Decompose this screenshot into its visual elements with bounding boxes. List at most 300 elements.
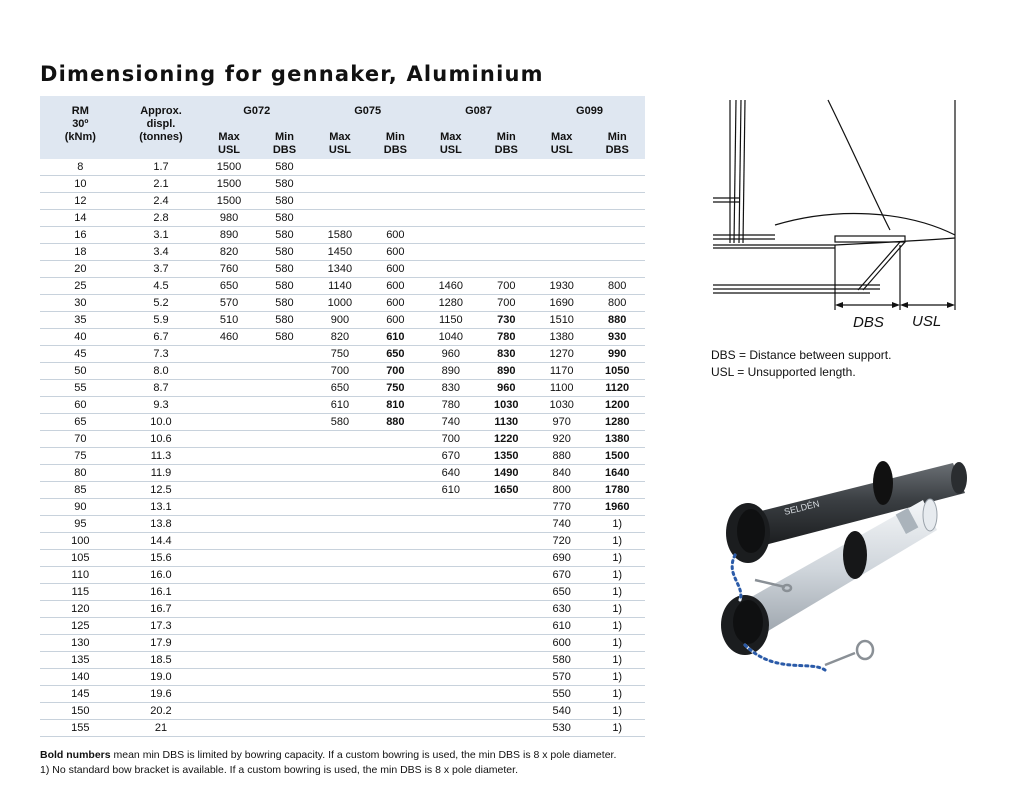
table-cell: 830 <box>423 380 478 397</box>
table-cell <box>257 499 312 516</box>
table-cell: 890 <box>201 227 256 244</box>
table-cell: 990 <box>589 346 645 363</box>
table-cell: 1) <box>589 533 645 550</box>
table-cell <box>423 652 478 669</box>
dimension-table <box>40 96 645 737</box>
table-cell: 1040 <box>423 329 478 346</box>
table-cell: 800 <box>534 482 589 499</box>
table-cell: 14.4 <box>121 533 202 550</box>
table-row <box>40 516 645 533</box>
table-cell <box>368 635 423 652</box>
table-cell <box>257 414 312 431</box>
table-cell: 580 <box>534 652 589 669</box>
table-cell <box>589 261 645 278</box>
table-cell: 1640 <box>589 465 645 482</box>
table-cell <box>368 686 423 703</box>
table-cell: 600 <box>368 227 423 244</box>
table-cell <box>257 448 312 465</box>
table-cell: 600 <box>368 278 423 295</box>
table-cell: 1140 <box>312 278 367 295</box>
table-cell <box>312 482 367 499</box>
table-cell <box>201 431 256 448</box>
table-cell: 85 <box>40 482 121 499</box>
table-cell: 820 <box>312 329 367 346</box>
table-cell: 1) <box>589 652 645 669</box>
table-cell: 8.0 <box>121 363 202 380</box>
table-cell: 1350 <box>479 448 534 465</box>
table-cell: 640 <box>423 465 478 482</box>
table-cell <box>257 380 312 397</box>
table-cell <box>257 703 312 720</box>
table-cell: 12 <box>40 193 121 210</box>
table-cell <box>257 397 312 414</box>
table-cell: 580 <box>257 193 312 210</box>
table-cell: 1170 <box>534 363 589 380</box>
table-cell: 70 <box>40 431 121 448</box>
table-cell: 1500 <box>201 176 256 193</box>
table-cell <box>257 363 312 380</box>
table-row <box>40 584 645 601</box>
table-cell: 10 <box>40 176 121 193</box>
table-cell: 25 <box>40 278 121 295</box>
table-row <box>40 482 645 499</box>
table-cell <box>312 550 367 567</box>
footnote-1: 1) No standard bow bracket is available. If a custom bowring is used, the min DBS is 8 x pole diameter. <box>40 764 518 776</box>
table-cell: 1450 <box>312 244 367 261</box>
table-cell <box>257 482 312 499</box>
table-cell <box>257 601 312 618</box>
table-cell <box>589 176 645 193</box>
table-cell: 40 <box>40 329 121 346</box>
subheader-min-dbs: Min DBS <box>479 131 534 159</box>
table-cell: 60 <box>40 397 121 414</box>
table-cell <box>423 550 478 567</box>
table-cell: 1) <box>589 686 645 703</box>
table-cell: 1) <box>589 601 645 618</box>
table-cell <box>423 244 478 261</box>
page-title: Dimensioning for gennaker, Aluminium <box>40 62 544 86</box>
table-cell: 1280 <box>423 295 478 312</box>
table-cell: 830 <box>479 346 534 363</box>
table-cell <box>201 499 256 516</box>
table-cell: 800 <box>589 278 645 295</box>
table-cell: 16.0 <box>121 567 202 584</box>
table-cell <box>257 516 312 533</box>
table-cell <box>312 601 367 618</box>
table-cell: 700 <box>479 278 534 295</box>
table-cell <box>423 618 478 635</box>
table-cell <box>312 618 367 635</box>
table-cell <box>368 533 423 550</box>
table-cell <box>312 193 367 210</box>
table-cell <box>589 159 645 176</box>
table-cell <box>201 618 256 635</box>
table-row <box>40 720 645 737</box>
table-cell: 50 <box>40 363 121 380</box>
table-cell: 1) <box>589 720 645 737</box>
table-cell <box>423 499 478 516</box>
table-cell: 600 <box>368 312 423 329</box>
table-cell <box>201 465 256 482</box>
table-cell <box>312 635 367 652</box>
header-group-g087: G087 <box>423 96 534 131</box>
table-cell: 13.1 <box>121 499 202 516</box>
table-row <box>40 278 645 295</box>
table-cell <box>257 652 312 669</box>
table-cell: 810 <box>368 397 423 414</box>
table-cell <box>368 210 423 227</box>
table-cell: 45 <box>40 346 121 363</box>
table-cell: 700 <box>479 295 534 312</box>
table-cell: 11.9 <box>121 465 202 482</box>
table-cell: 580 <box>257 312 312 329</box>
table-cell: 21 <box>121 720 202 737</box>
table-cell: 35 <box>40 312 121 329</box>
table-cell: 930 <box>589 329 645 346</box>
table-cell: 1270 <box>534 346 589 363</box>
table-cell: 780 <box>479 329 534 346</box>
table-cell: 1340 <box>312 261 367 278</box>
header-displacement: Approx. displ. (tonnes) <box>121 96 202 159</box>
table-cell: 890 <box>479 363 534 380</box>
table-cell: 570 <box>534 669 589 686</box>
table-cell <box>257 465 312 482</box>
table-cell <box>423 210 478 227</box>
table-cell: 460 <box>201 329 256 346</box>
table-cell: 1100 <box>534 380 589 397</box>
table-cell <box>201 584 256 601</box>
table-cell: 890 <box>423 363 478 380</box>
table-cell: 55 <box>40 380 121 397</box>
table-cell <box>479 499 534 516</box>
table-cell: 1460 <box>423 278 478 295</box>
table-row <box>40 329 645 346</box>
table-cell <box>479 244 534 261</box>
table-row <box>40 601 645 618</box>
table-cell: 125 <box>40 618 121 635</box>
table-row <box>40 703 645 720</box>
table-cell: 730 <box>479 312 534 329</box>
table-cell: 600 <box>534 635 589 652</box>
table-cell: 5.9 <box>121 312 202 329</box>
table-cell <box>312 176 367 193</box>
table-row <box>40 652 645 669</box>
table-cell <box>479 533 534 550</box>
table-cell <box>423 533 478 550</box>
table-cell: 65 <box>40 414 121 431</box>
table-cell <box>368 652 423 669</box>
table-cell: 140 <box>40 669 121 686</box>
table-cell: 110 <box>40 567 121 584</box>
table-cell <box>479 652 534 669</box>
table-cell: 1) <box>589 618 645 635</box>
brand-logo: SELDÉN <box>783 498 821 517</box>
table-cell <box>201 346 256 363</box>
header-group-g099: G099 <box>534 96 645 131</box>
table-cell: 11.3 <box>121 448 202 465</box>
table-cell: 1) <box>589 550 645 567</box>
table-cell <box>423 703 478 720</box>
pole-photo <box>715 455 970 705</box>
table-cell: 5.2 <box>121 295 202 312</box>
table-cell: 580 <box>257 227 312 244</box>
table-cell: 14 <box>40 210 121 227</box>
table-cell <box>534 261 589 278</box>
table-cell: 750 <box>368 380 423 397</box>
diagram-legend <box>711 347 891 381</box>
table-cell <box>534 227 589 244</box>
table-cell <box>201 550 256 567</box>
table-cell <box>201 720 256 737</box>
table-cell: 1380 <box>589 431 645 448</box>
table-cell: 100 <box>40 533 121 550</box>
table-cell <box>368 703 423 720</box>
table-cell <box>257 567 312 584</box>
table-cell: 690 <box>534 550 589 567</box>
table-cell <box>368 669 423 686</box>
table-cell: 6.7 <box>121 329 202 346</box>
table-cell: 960 <box>479 380 534 397</box>
table-cell: 1) <box>589 703 645 720</box>
table-cell <box>257 550 312 567</box>
table-cell: 800 <box>589 295 645 312</box>
table-cell: 1500 <box>201 159 256 176</box>
table-cell: 630 <box>534 601 589 618</box>
table-cell: 650 <box>534 584 589 601</box>
table-cell <box>312 431 367 448</box>
table-cell: 600 <box>368 295 423 312</box>
table-cell: 1580 <box>312 227 367 244</box>
table-row <box>40 448 645 465</box>
table-row <box>40 550 645 567</box>
subheader-min-dbs: Min DBS <box>589 131 645 159</box>
table-cell <box>201 703 256 720</box>
table-cell: 75 <box>40 448 121 465</box>
table-cell: 580 <box>257 210 312 227</box>
table-row <box>40 686 645 703</box>
subheader-max-usl: Max USL <box>423 131 478 159</box>
table-row <box>40 159 645 176</box>
table-cell: 960 <box>423 346 478 363</box>
table-cell <box>368 431 423 448</box>
table-cell <box>423 601 478 618</box>
table-cell <box>479 227 534 244</box>
table-cell: 980 <box>201 210 256 227</box>
table-row <box>40 363 645 380</box>
table-cell <box>479 601 534 618</box>
table-row <box>40 499 645 516</box>
table-cell <box>201 414 256 431</box>
table-cell: 580 <box>257 261 312 278</box>
table-row <box>40 397 645 414</box>
table-cell <box>257 635 312 652</box>
table-row <box>40 227 645 244</box>
table-cell <box>479 720 534 737</box>
table-row <box>40 193 645 210</box>
table-cell <box>312 703 367 720</box>
table-cell <box>312 720 367 737</box>
table-cell <box>479 210 534 227</box>
table-cell: 530 <box>534 720 589 737</box>
footnotes <box>40 748 616 778</box>
table-cell: 120 <box>40 601 121 618</box>
table-cell: 580 <box>257 278 312 295</box>
table-cell <box>423 567 478 584</box>
table-cell: 1050 <box>589 363 645 380</box>
table-cell <box>312 567 367 584</box>
header-group-g072: G072 <box>201 96 312 131</box>
table-cell: 1) <box>589 516 645 533</box>
table-cell: 880 <box>368 414 423 431</box>
table-cell <box>368 720 423 737</box>
table-cell <box>201 363 256 380</box>
table-cell <box>368 584 423 601</box>
table-cell <box>201 567 256 584</box>
table-cell <box>312 584 367 601</box>
table-cell <box>257 618 312 635</box>
table-cell: 3.7 <box>121 261 202 278</box>
table-cell: 1780 <box>589 482 645 499</box>
table-cell <box>201 652 256 669</box>
table-cell <box>257 431 312 448</box>
table-cell: 16.1 <box>121 584 202 601</box>
table-cell: 10.0 <box>121 414 202 431</box>
table-cell <box>201 448 256 465</box>
table-cell: 20 <box>40 261 121 278</box>
table-cell <box>201 516 256 533</box>
table-cell: 9.3 <box>121 397 202 414</box>
table-cell: 900 <box>312 312 367 329</box>
table-cell <box>312 652 367 669</box>
table-cell: 770 <box>534 499 589 516</box>
table-cell: 1130 <box>479 414 534 431</box>
table-cell <box>368 482 423 499</box>
table-cell <box>368 465 423 482</box>
table-cell <box>312 669 367 686</box>
table-cell <box>368 448 423 465</box>
table-row <box>40 346 645 363</box>
table-cell: 670 <box>423 448 478 465</box>
table-cell <box>368 159 423 176</box>
table-cell <box>201 669 256 686</box>
table-cell: 720 <box>534 533 589 550</box>
table-cell: 1960 <box>589 499 645 516</box>
table-cell <box>534 176 589 193</box>
table-row <box>40 261 645 278</box>
subheader-min-dbs: Min DBS <box>368 131 423 159</box>
table-cell: 970 <box>534 414 589 431</box>
table-cell: 580 <box>257 176 312 193</box>
table-row <box>40 533 645 550</box>
table-cell <box>423 176 478 193</box>
table-row <box>40 380 645 397</box>
table-cell: 650 <box>368 346 423 363</box>
table-cell <box>312 448 367 465</box>
table-cell <box>479 193 534 210</box>
table-cell: 740 <box>423 414 478 431</box>
table-cell <box>423 516 478 533</box>
table-cell: 19.6 <box>121 686 202 703</box>
table-row <box>40 669 645 686</box>
table-cell: 145 <box>40 686 121 703</box>
table-cell: 18 <box>40 244 121 261</box>
subheader-max-usl: Max USL <box>201 131 256 159</box>
table-cell <box>479 567 534 584</box>
table-cell <box>423 720 478 737</box>
table-cell: 580 <box>257 329 312 346</box>
table-cell <box>589 210 645 227</box>
table-cell: 1500 <box>201 193 256 210</box>
table-cell <box>257 533 312 550</box>
table-cell: 510 <box>201 312 256 329</box>
table-cell: 880 <box>589 312 645 329</box>
table-cell <box>257 584 312 601</box>
table-cell: 1930 <box>534 278 589 295</box>
table-cell <box>201 397 256 414</box>
subheader-max-usl: Max USL <box>534 131 589 159</box>
table-cell <box>423 193 478 210</box>
table-cell: 30 <box>40 295 121 312</box>
table-cell <box>257 669 312 686</box>
table-cell: 1200 <box>589 397 645 414</box>
table-row <box>40 618 645 635</box>
table-row <box>40 244 645 261</box>
table-cell: 19.0 <box>121 669 202 686</box>
table-cell: 4.5 <box>121 278 202 295</box>
table-cell <box>479 159 534 176</box>
table-cell: 580 <box>257 295 312 312</box>
table-cell: 610 <box>534 618 589 635</box>
table-cell: 3.4 <box>121 244 202 261</box>
table-cell: 610 <box>312 397 367 414</box>
table-cell <box>312 465 367 482</box>
table-cell: 580 <box>257 244 312 261</box>
table-cell: 13.8 <box>121 516 202 533</box>
table-cell: 700 <box>423 431 478 448</box>
table-cell <box>534 210 589 227</box>
table-row <box>40 567 645 584</box>
table-cell <box>479 261 534 278</box>
table-cell: 650 <box>201 278 256 295</box>
table-cell <box>534 159 589 176</box>
table-cell <box>479 516 534 533</box>
legend-usl: USL = Unsupported length. <box>711 365 856 379</box>
table-cell: 1510 <box>534 312 589 329</box>
table-cell: 1120 <box>589 380 645 397</box>
table-cell: 550 <box>534 686 589 703</box>
table-cell: 840 <box>534 465 589 482</box>
table-row <box>40 414 645 431</box>
table-row <box>40 312 645 329</box>
table-cell <box>479 703 534 720</box>
table-cell: 150 <box>40 703 121 720</box>
table-cell: 580 <box>312 414 367 431</box>
table-cell <box>312 159 367 176</box>
table-cell <box>479 669 534 686</box>
table-cell: 80 <box>40 465 121 482</box>
subheader-min-dbs: Min DBS <box>257 131 312 159</box>
table-cell <box>201 482 256 499</box>
table-cell <box>423 261 478 278</box>
table-cell: 540 <box>534 703 589 720</box>
table-cell: 15.6 <box>121 550 202 567</box>
table-cell <box>479 635 534 652</box>
table-cell <box>257 346 312 363</box>
table-cell <box>201 601 256 618</box>
table-cell <box>423 159 478 176</box>
table-cell: 12.5 <box>121 482 202 499</box>
table-cell: 600 <box>368 244 423 261</box>
